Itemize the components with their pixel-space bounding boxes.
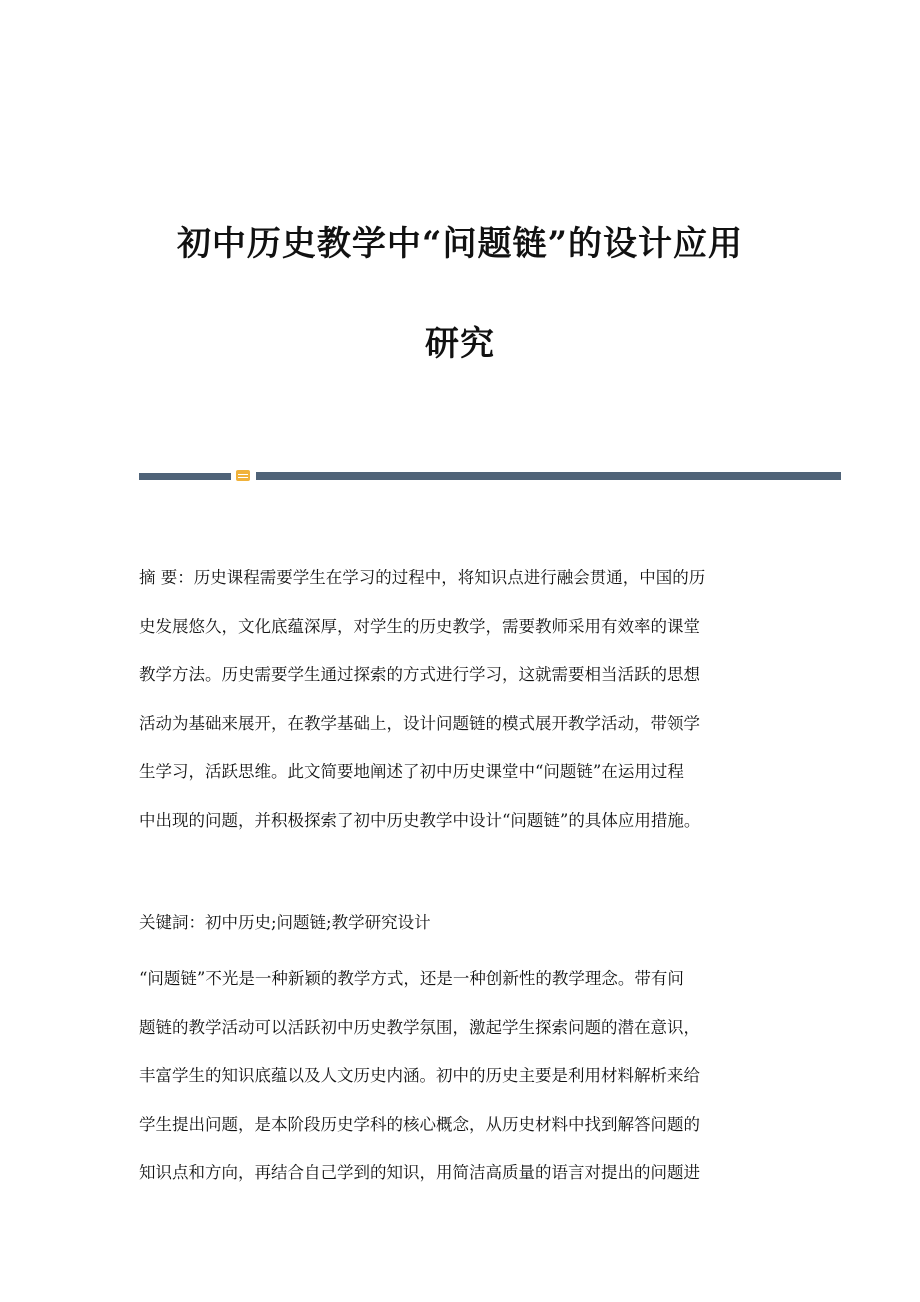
divider-ornament-icon [236,470,250,481]
keywords-paragraph [139,911,779,960]
divider-bar-left [139,473,231,480]
abstract-line: 教学方法。历史需要学生通过探索的方式进行学习，这就需要相当活跃的思想 [139,665,700,684]
document-title-line-1: 初中历史教学中“问题链”的设计应用 [176,224,744,264]
body-line: 知识点和方向，再结合自己学到的知识，用简洁高质量的语言对提出的问题进 [139,1163,700,1182]
body-line: “问题链”不光是一种新颖的教学方式，还是一种创新性的教学理念。带有问 [139,969,684,988]
body-line: 题链的教学活动可以活跃初中历史教学氛围，激起学生探索问题的潜在意识， [139,1017,700,1037]
body-paragraph [139,967,779,1210]
body-line: 丰富学生的知识底蕴以及人文历史内涵。初中的历史主要是利用材料解析来给 [139,1066,700,1085]
abstract-line: 摘 要：历史课程需要学生在学习的过程中，将知识点进行融会贯通，中国的历 [139,568,706,587]
body-line: 学生提出问题，是本阶段历史学科的核心概念，从历史材料中找到解答问题的 [139,1114,700,1134]
abstract-line: 活动为基础来展开，在教学基础上，设计问题链的模式展开教学活动，带领学 [139,713,700,733]
abstract-line: 生学习，活跃思维。此文简要地阐述了初中历史课堂中“问题链”在运用过程 [139,762,684,781]
abstract-line: 中出现的问题，并积极探索了初中历史教学中设计“问题链”的具体应用措施。 [139,810,701,830]
divider-bar-right [256,472,841,480]
document-title-line-2: 研究 [425,324,495,364]
abstract-line: 史发展悠久，文化底蕴深厚，对学生的历史教学，需要教师采用有效率的课堂 [139,616,700,636]
keywords-line: 关键詞：初中历史;问题链;教学研究设计 [139,913,431,932]
abstract-paragraph [139,566,779,857]
title-divider [139,470,841,482]
